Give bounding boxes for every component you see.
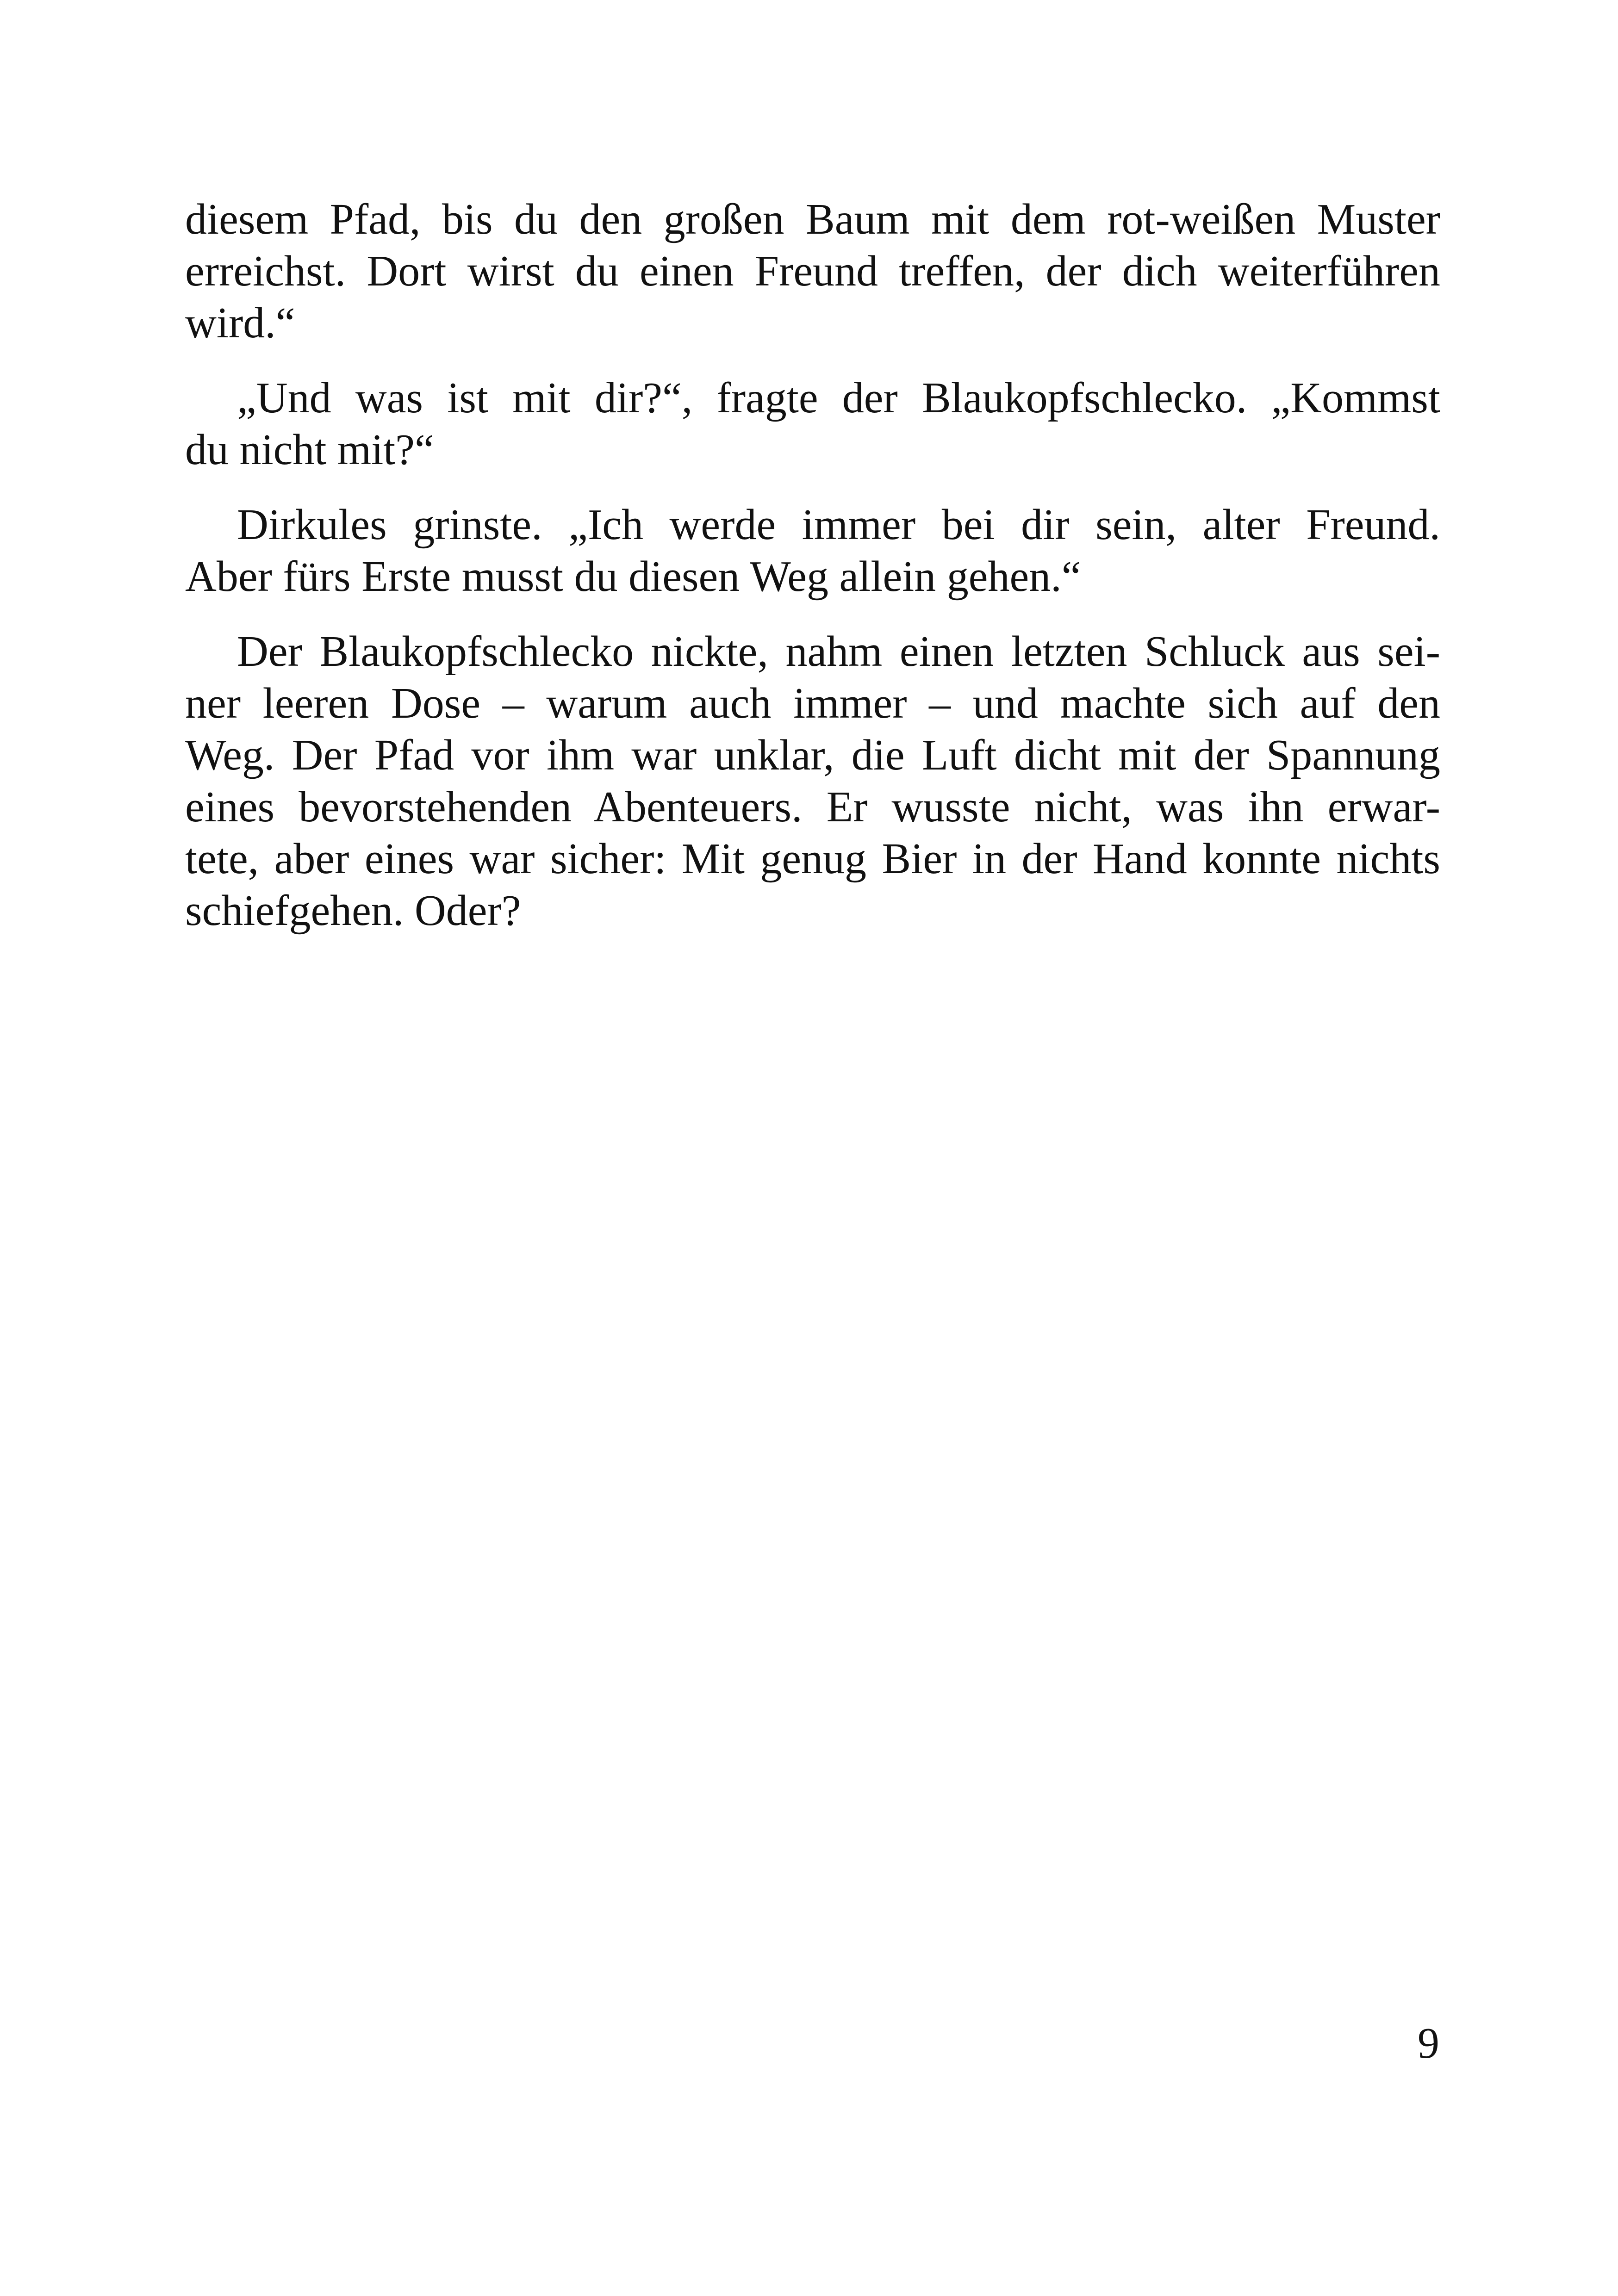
text-line: schiefgehen. Oder? — [185, 887, 521, 935]
text-line: du nicht mit?“ — [185, 426, 434, 474]
text-line: „Und was ist mit dir?“, fragte der Blaukopfschlecko. „Kommst — [237, 374, 1440, 422]
text-line: Dirkules grinste. „Ich werde immer bei dir sein, alter Freund. — [237, 501, 1440, 549]
text-line: Aber fürs Erste musst du diesen Weg allein gehen.“ — [185, 552, 1081, 601]
body-text — [185, 193, 1440, 960]
text-line: eines bevorstehenden Abenteuers. Er wusste nicht, was ihn erwar- — [185, 783, 1440, 831]
page-number: 9 — [1418, 2019, 1439, 2067]
text-line: erreichst. Dort wirst du einen Freund treffen, der dich weiterführen — [185, 247, 1440, 295]
text-line: wird.“ — [185, 299, 295, 347]
text-line: Weg. Der Pfad vor ihm war unklar, die Luft dicht mit der Spannung — [185, 731, 1440, 779]
paragraph-4 — [185, 626, 1440, 937]
paragraph-2 — [185, 372, 1440, 476]
text-line: diesem Pfad, bis du den großen Baum mit dem rot-weißen Muster — [185, 195, 1440, 243]
paragraph-1 — [185, 193, 1440, 349]
text-line: tete, aber eines war sicher: Mit genug Bier in der Hand konnte nichts — [185, 835, 1440, 883]
text-line: Der Blaukopfschlecko nickte, nahm einen letzten Schluck aus sei- — [237, 627, 1440, 676]
text-line: ner leeren Dose – warum auch immer – und machte sich auf den — [185, 679, 1440, 727]
paragraph-3 — [185, 499, 1440, 602]
